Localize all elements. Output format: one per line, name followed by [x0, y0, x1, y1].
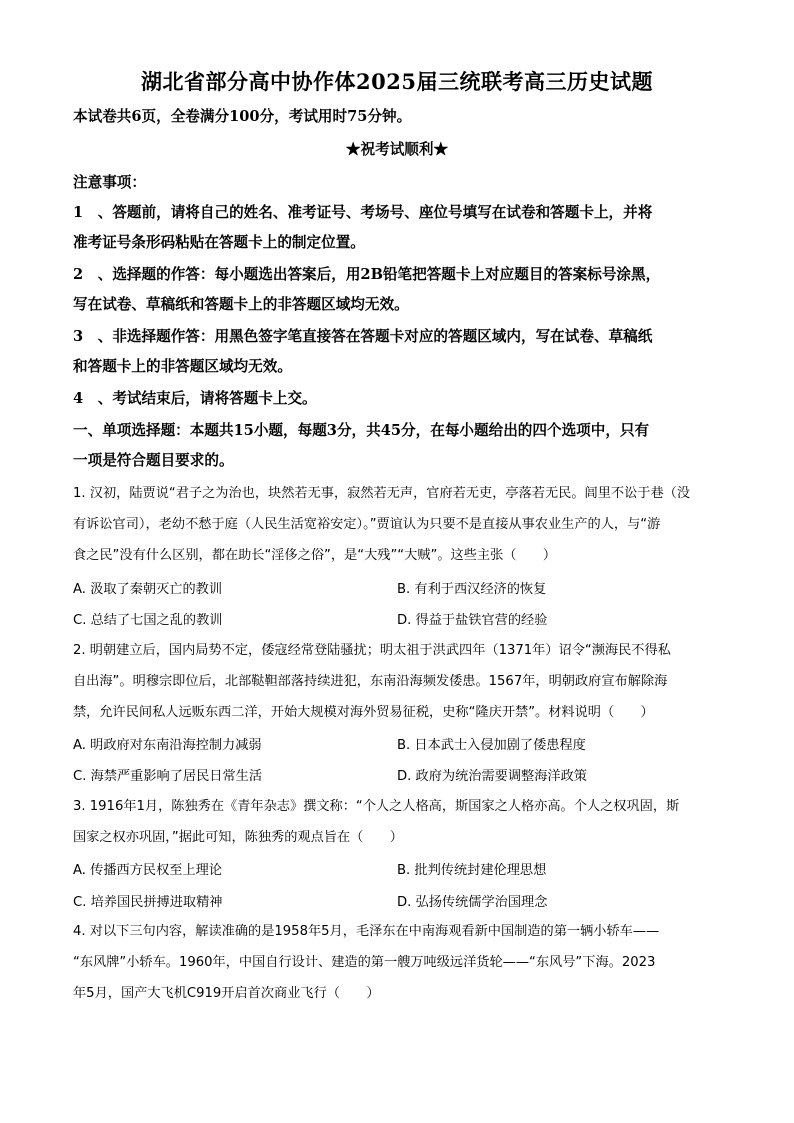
question-1-line-1: 1. 汉初，陆贾说“君子之为治也，块然若无事，寂然若无声，官府若无吏，亭落若无民。闾里不讼于巷（没	[73, 486, 691, 501]
question-2-line-1: 2. 明朝建立后，国内局势不定，倭寇经常登陆骚扰；明太祖于洪武四年（1371年）诏令“濒海民不得私	[73, 643, 671, 658]
note-item-2: 2 、选择题的作答：每小题选出答案后，用2B铅笔把答题卡上对应题目的答案标号涂黑，	[73, 266, 661, 283]
section-heading-cont: 一项是符合题目要求的。	[73, 452, 234, 469]
question-4-line-1: 4. 对以下三句内容，解读准确的是1958年5月，毛泽东在中南海观看新中国制造的第一辆小轿车——	[73, 924, 660, 939]
question-1-option-a: A. 汲取了秦朝灭亡的教训	[73, 582, 223, 597]
note-item-3-cont: 和答题卡上的非答题区域均无效。	[73, 358, 292, 375]
question-3-option-b: B. 批判传统封建伦理思想	[397, 863, 547, 878]
question-3-option-c: C. 培养国民拼搏进取精神	[73, 895, 223, 910]
question-1-option-b: B. 有利于西汉经济的恢复	[397, 582, 547, 597]
question-3-option-a: A. 传播西方民权至上理论	[73, 863, 223, 878]
question-2-line-3: 禁，允许民间私人远贩东西二洋，开始大规模对海外贸易征税，史称“隆庆开禁”。材料说明（ ）	[73, 705, 654, 720]
note-item-1-cont: 准考证号条形码粘贴在答题卡上的制定位置。	[73, 234, 365, 251]
question-1-line-3: 食之民”没有什么区别，都在助长“淫侈之俗”，是“大残”“大贼”。这些主张（ ）	[73, 548, 557, 563]
question-3-line-2: 国家之权亦巩固，”据此可知，陈独秀的观点旨在（ ）	[73, 830, 403, 845]
question-2-option-b: B. 日本武士入侵加剧了倭患程度	[397, 738, 586, 753]
question-2-option-d: D. 政府为统治需要调整海洋政策	[397, 769, 587, 784]
note-item-4: 4 、考试结束后，请将答题卡上交。	[73, 390, 317, 407]
exam-info: 本试卷共6页，全卷满分100分，考试用时75分钟。	[73, 108, 412, 125]
blessing-line: ★祝考试顺利★	[345, 141, 449, 158]
note-item-2-cont: 写在试卷、草稿纸和答题卡上的非答题区域均无效。	[73, 296, 409, 313]
note-item-3: 3 、非选择题作答：用黑色签字笔直接答在答题卡对应的答题区域内，写在试卷、草稿纸	[73, 328, 653, 345]
question-2-line-2: 自出海”。明穆宗即位后，北部鞑靼部落持续进犯，东南沿海频发倭患。1567年，明朝政府宣布解除海	[73, 674, 668, 689]
question-3-option-d: D. 弘扬传统儒学治国理念	[397, 895, 548, 910]
question-4-line-3: 年5月，国产大飞机C919开启首次商业飞行（ ）	[73, 986, 380, 1001]
question-2-option-c: C. 海禁严重影响了居民日常生活	[73, 769, 263, 784]
notes-heading: 注意事项：	[73, 174, 146, 191]
question-3-line-1: 3. 1916年1月，陈独秀在《青年杂志》撰文称：“个人之人格高，斯国家之人格亦高。个人之权巩固，斯	[73, 799, 680, 814]
question-1-option-c: C. 总结了七国之乱的教训	[73, 613, 223, 628]
section-heading: 一、单项选择题：本题共15小题，每题3分，共45分，在每小题给出的四个选项中，只有	[73, 422, 650, 439]
question-2-option-a: A. 明政府对东南沿海控制力减弱	[73, 738, 262, 753]
question-4-line-2: “东风牌”小轿车。1960年，中国自行设计、建造的第一艘万吨级远洋货轮——“东风号”下海。2023	[73, 955, 656, 970]
question-1-line-2: 有诉讼官司），老幼不愁于庭（人民生活宽裕安定）。”贾谊认为只要不是直接从事农业生产的人，与“游	[73, 517, 661, 532]
exam-title: 湖北省部分高中协作体2025届三统联考高三历史试题	[141, 69, 653, 94]
note-item-1: 1 、答题前，请将自己的姓名、准考证号、考场号、座位号填写在试卷和答题卡上，并将	[73, 204, 653, 221]
question-1-option-d: D. 得益于盐铁官营的经验	[397, 613, 548, 628]
